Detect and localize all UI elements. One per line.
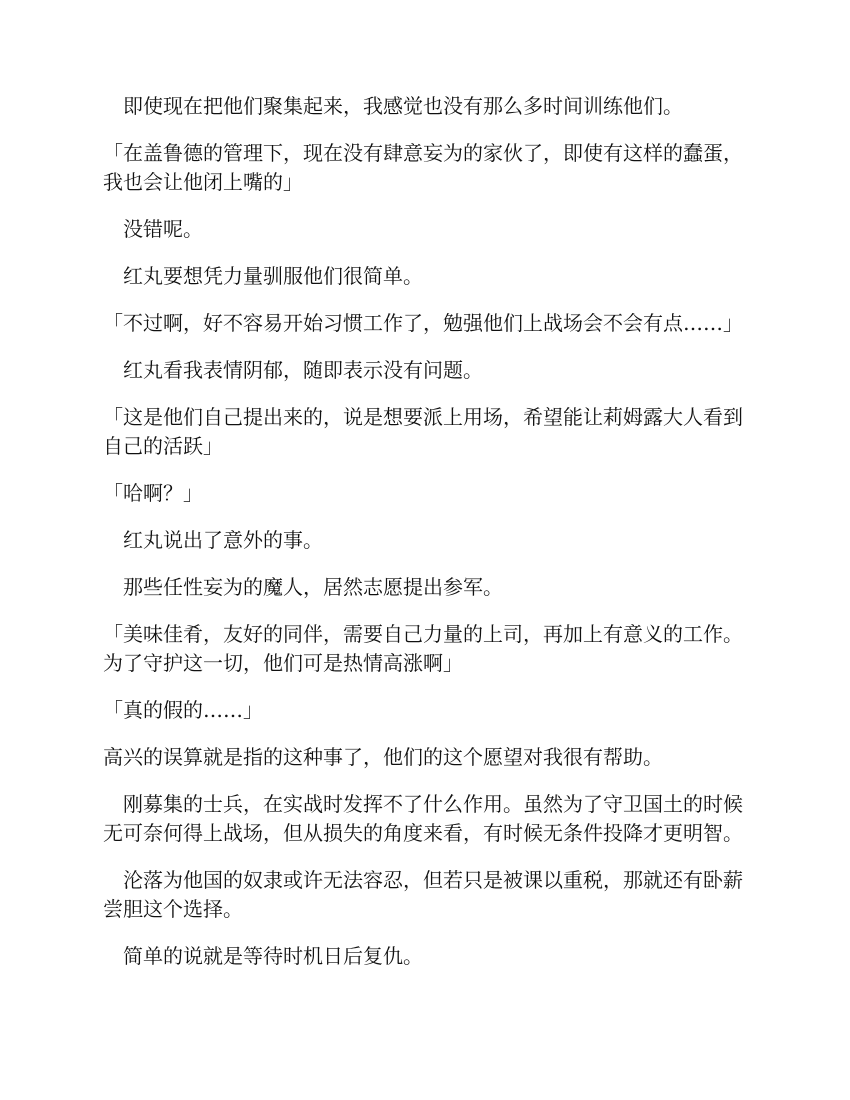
paragraph: 没错呢。 <box>123 217 203 241</box>
dialogue-paragraph: 「真的假的……」 <box>103 698 263 722</box>
paragraph: 红丸要想凭力量驯服他们很简单。 <box>123 264 423 288</box>
paragraph: 那些任性妄为的魔人，居然志愿提出参军。 <box>123 575 503 599</box>
paragraph: 红丸看我表情阴郁，随即表示没有问题。 <box>123 358 483 382</box>
dialogue-paragraph: 「不过啊，好不容易开始习惯工作了，勉强他们上战场会不会有点……」 <box>103 311 743 335</box>
paragraph: 高兴的误算就是指的这种事了，他们的这个愿望对我很有帮助。 <box>103 745 663 769</box>
dialogue-paragraph: 「在盖鲁德的管理下，现在没有肆意妄为的家伙了，即使有这样的蠢蛋，我也会让他闭上嘴的」 <box>103 141 743 194</box>
paragraph: 红丸说出了意外的事。 <box>123 528 323 552</box>
text-body <box>103 92 755 989</box>
paragraph: 沦落为他国的奴隶或许无法容忍，但若只是被课以重税，那就还有卧薪尝胆这个选择。 <box>103 868 743 921</box>
dialogue-paragraph: 「这是他们自己提出来的，说是想要派上用场，希望能让莉姆露大人看到自己的活跃」 <box>103 405 743 458</box>
paragraph: 即使现在把他们聚集起来，我感觉也没有那么多时间训练他们。 <box>123 94 683 118</box>
paragraph: 简单的说就是等待时机日后复仇。 <box>123 944 423 968</box>
dialogue-paragraph: 「哈啊？」 <box>103 481 203 505</box>
paragraph: 刚募集的士兵，在实战时发挥不了什么作用。虽然为了守卫国土的时候无可奈何得上战场，但从损失的角度来看，有时候无条件投降才更明智。 <box>103 792 743 845</box>
dialogue-paragraph: 「美味佳肴，友好的同伴，需要自己力量的上司，再加上有意义的工作。为了守护这一切，他们可是热情高涨啊」 <box>103 622 743 675</box>
